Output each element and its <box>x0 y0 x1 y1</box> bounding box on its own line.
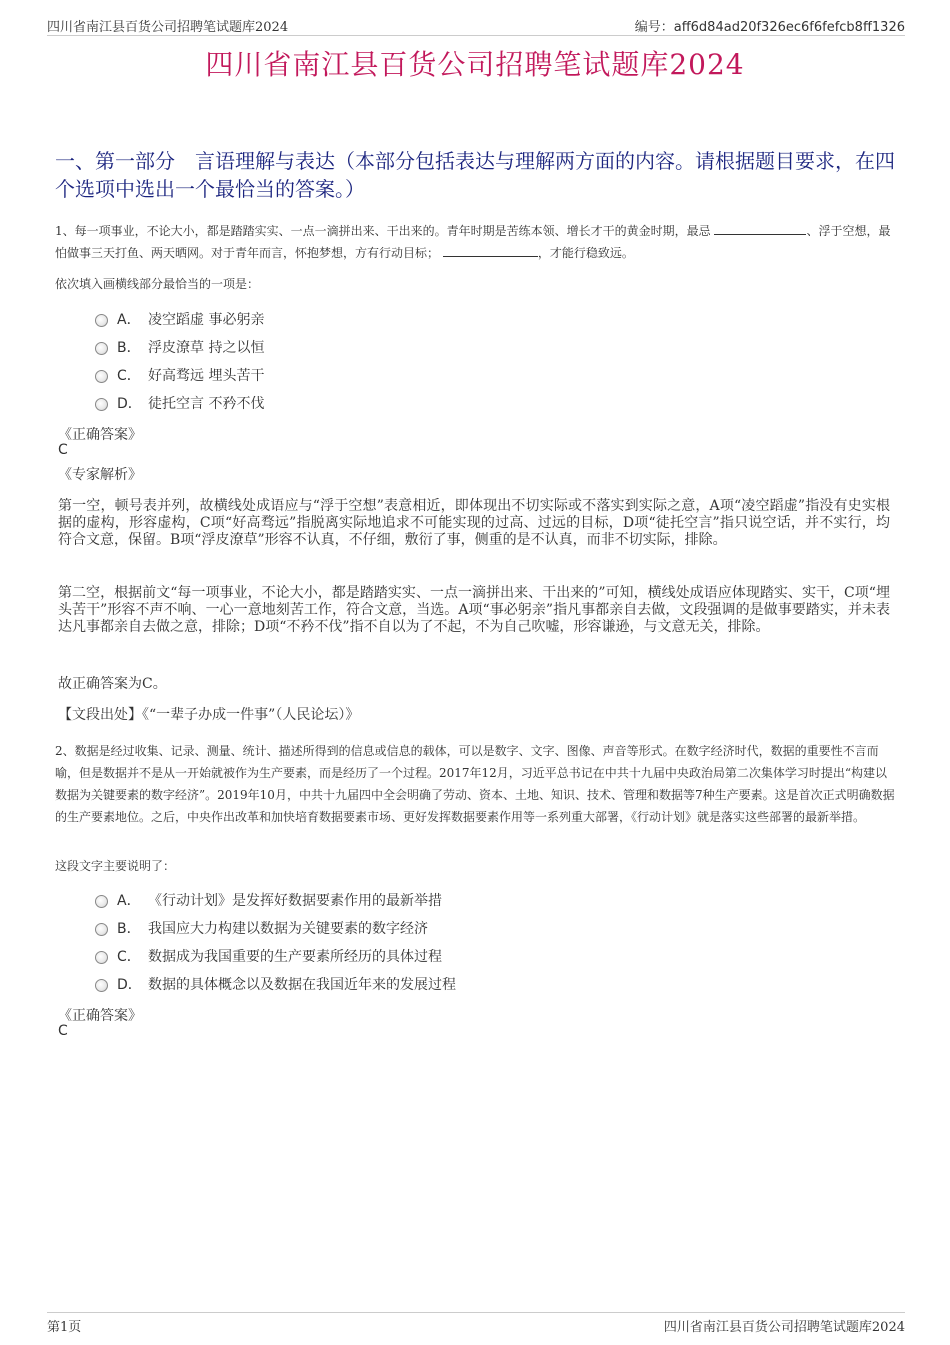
option-letter: A． <box>117 893 141 909</box>
q1-blank-2 <box>443 245 538 257</box>
option-letter: D． <box>117 396 142 412</box>
option-letter: A． <box>117 312 141 328</box>
option-text: 好高骛远 埋头苦干 <box>148 368 265 384</box>
option-letter: C． <box>117 368 141 384</box>
option-text: 《行动计划》是发挥好数据要素作用的最新举措 <box>148 893 442 909</box>
page-number: 第1页 <box>47 1320 82 1335</box>
q1-conclusion: 故正确答案为C。 <box>58 676 167 692</box>
document-title: 四川省南江县百货公司招聘笔试题库2024 <box>205 48 745 81</box>
q2-prompt: 这段文字主要说明了： <box>55 859 176 873</box>
q2-answer-label: 《正确答案》 <box>58 1008 142 1024</box>
option-letter: D． <box>117 977 142 993</box>
option-letter: B． <box>117 340 141 356</box>
q2-answer: C <box>58 1023 68 1039</box>
q1-analysis-p2: 第二空，根据前文“每一项事业，不论大小，都是踏踏实实、一点一滴拼出来、干出来的”可知，横线处成语应体现踏实、实干，C项“埋头苦干”形容不声不响、一心一意地刻苦工作，符合文意，当选。A项“事必躬亲”指凡事都亲自去做，文段强调的是做事要踏实，并未表达凡事都亲自去做之意，排除；D项“不矜不伐”指不自以为了不起，不为自己吹嘘，形容谦逊，与文意无关，排除。 <box>58 585 890 635</box>
option-text: 数据成为我国重要的生产要素所经历的具体过程 <box>148 949 442 965</box>
q1-prompt: 依次填入画横线部分最恰当的一项是： <box>55 277 260 291</box>
header-doc-name: 四川省南江县百货公司招聘笔试题库2024 <box>47 20 289 35</box>
page-header <box>47 14 905 36</box>
q1-answer-label: 《正确答案》 <box>58 427 142 443</box>
q1-analysis-p1: 第一空，顿号表并列，故横线处成语应与“浮于空想”表意相近，即体现出不切实际或不落实到实际之意，A项“凌空蹈虚”指没有史实根据的虚构，形容虚构，C项“好高骛远”指脱离实际地追求不可能实现的过高、过远的目标，D项“徒托空言”指只说空话，并不实行，均符合文意，保留。B项“浮皮潦草”形容不认真，不仔细，敷衍了事，侧重的是不认真，而非不切实际，排除。 <box>58 498 890 548</box>
option-text: 数据的具体概念以及数据在我国近年来的发展过程 <box>148 977 456 993</box>
radio-icon[interactable] <box>95 895 108 908</box>
radio-icon[interactable] <box>95 923 108 936</box>
q2-text: 2、数据是经过收集、记录、测量、统计、描述所得到的信息或信息的载体，可以是数字、文字、图像、声音等形式。在数字经济时代，数据的重要性不言而喻，但是数据并不是从一开始就被作为生产要素，而是经历了一个过程。2017年12月，习近平总书记在中共十九届中央政治局第二次集体学习时提出“构建以数据为关键要素的数字经济”。2019年10月，中共十九届四中全会明确了劳动、资本、土地、知识、技术、管理和数据等7种生产要素。这是首次正式明确数据的生产要素地位。之后，中央作出改革和加快培育数据要素市场、更好发挥数据要素作用等一系列重大部署，《行动计划》就是落实这些部署的最新举措。 <box>55 744 895 824</box>
q1-analysis-label: 《专家解析》 <box>58 467 142 483</box>
radio-icon[interactable] <box>95 370 108 383</box>
q1-text-part1: 1、每一项事业，不论大小，都是踏踏实实、一点一滴拼出来、干出来的。青年时期是苦练本领、增长才干的黄金时期，最忌 <box>55 224 711 238</box>
q1-source: 【文段出处】《“一辈子办成一件事”（人民论坛）》 <box>58 707 360 723</box>
q1-blank-1 <box>714 223 806 235</box>
radio-icon[interactable] <box>95 979 108 992</box>
serial-value: aff6d84ad20f326ec6f6fefcb8ff1326 <box>673 20 905 35</box>
radio-icon[interactable] <box>95 398 108 411</box>
radio-icon[interactable] <box>95 314 108 327</box>
option-text: 浮皮潦草 持之以恒 <box>148 340 265 356</box>
option-letter: C． <box>117 949 141 965</box>
q1-answer: C <box>58 442 68 458</box>
q1-text-part2: 、浮于空想，最怕做事三天打鱼、两天晒网。对于青年而言，怀抱梦想，方有行动目标； <box>55 224 891 260</box>
radio-icon[interactable] <box>95 951 108 964</box>
option-text: 我国应大力构建以数据为关键要素的数字经济 <box>148 921 428 937</box>
serial-label: 编号： <box>634 20 674 35</box>
radio-icon[interactable] <box>95 342 108 355</box>
footer-doc-name: 四川省南江县百货公司招聘笔试题库2024 <box>663 1320 905 1335</box>
q1-text-part3: ，才能行稳致远。 <box>537 246 634 260</box>
option-letter: B． <box>117 921 141 937</box>
section-heading: 一、第一部分 言语理解与表达（本部分包括表达与理解两方面的内容。请根据题目要求，在四个选项中选出一个最恰当的答案。） <box>55 149 895 201</box>
option-text: 徒托空言 不矜不伐 <box>148 396 265 412</box>
q1-text <box>55 220 895 264</box>
header-serial <box>635 16 905 35</box>
page-footer <box>47 1312 905 1335</box>
option-text: 凌空蹈虚 事必躬亲 <box>148 312 265 328</box>
